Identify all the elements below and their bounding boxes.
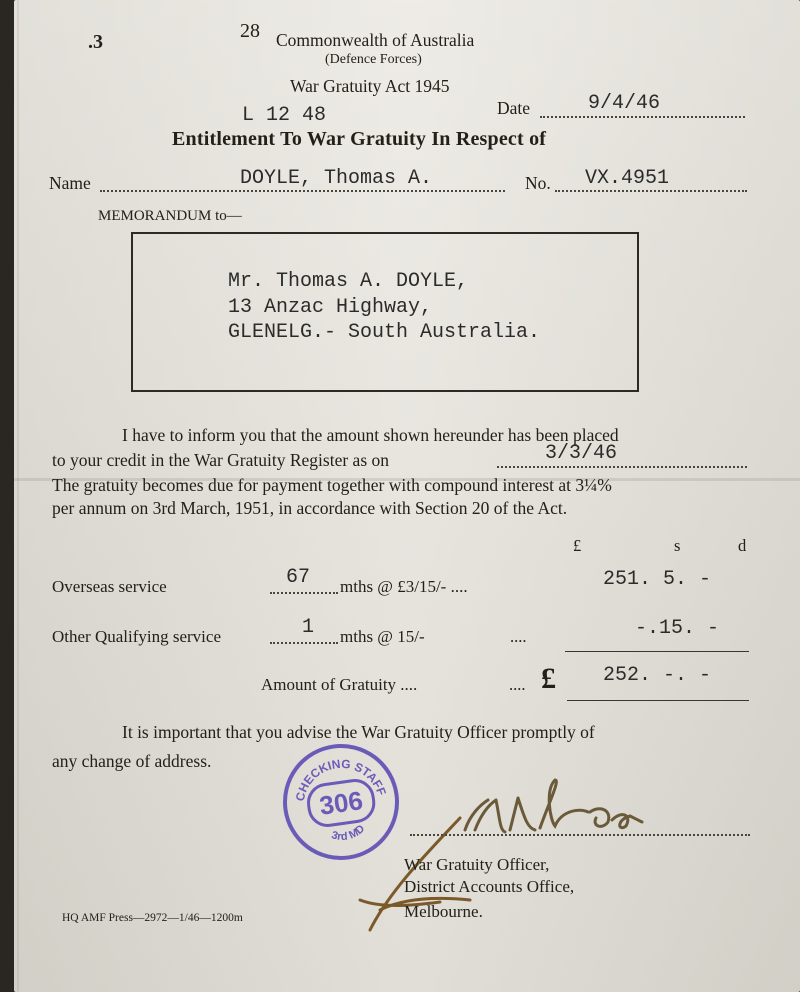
- pounds-column-header: £: [573, 536, 582, 555]
- body-line: to your credit in the War Gratuity Register as on: [52, 450, 390, 470]
- body-line: I have to inform you that the amount shown hereunder has been placed: [122, 425, 619, 445]
- officer-office: District Accounts Office,: [404, 877, 575, 896]
- other-months: 1: [302, 616, 315, 639]
- stamp-number: 306: [304, 776, 377, 829]
- other-service-label: Other Qualifying service: [52, 627, 221, 646]
- rate-dots-text: ....: [510, 627, 527, 646]
- body-line: The gratuity becomes due for payment together with compound interest at 3¼%: [52, 475, 612, 495]
- notice-line: any change of address.: [52, 751, 212, 771]
- total-amount: 252. -. -: [603, 664, 712, 687]
- corner-number: .3: [88, 31, 103, 53]
- overseas-service-label: Overseas service: [52, 577, 167, 596]
- name-label: Name: [49, 173, 91, 193]
- service-no-label: No.: [525, 173, 551, 193]
- overseas-amount: 251. 5. -: [603, 568, 712, 591]
- other-rate: mths @ 15/-: [340, 627, 425, 646]
- act-name: War Gratuity Act 1945: [290, 76, 450, 96]
- other-amount: -.15. -: [635, 617, 720, 640]
- stamp-bottom-text: 3rd MD: [330, 822, 368, 844]
- address-line: GLENELG.- South Australia.: [228, 321, 541, 344]
- date-label: Date: [497, 98, 531, 118]
- months-dots: [270, 592, 338, 594]
- total-dots: ....: [509, 675, 526, 694]
- credit-date-value: 3/3/46: [545, 442, 618, 465]
- overseas-rate: mths @ £3/15/- ....: [340, 577, 468, 596]
- officer-title: War Gratuity Officer,: [404, 855, 550, 874]
- name-value: DOYLE, Thomas A.: [240, 167, 433, 190]
- notice-line: It is important that you advise the War Gratuity Officer promptly of: [122, 722, 595, 742]
- date-dots: [540, 116, 745, 118]
- org-sub: (Defence Forces): [325, 52, 422, 67]
- fold-crease: [17, 0, 19, 992]
- document-title: Entitlement To War Gratuity In Respect of: [172, 128, 547, 150]
- stamp-top-text: CHECKING STAFF: [292, 756, 389, 803]
- prefix-number: 28: [240, 20, 260, 42]
- service-no-dots: [555, 190, 747, 192]
- service-no-value: VX.4951: [585, 167, 670, 190]
- address-line: 13 Anzac Highway,: [228, 296, 433, 319]
- memo-label: MEMORANDUM to—: [98, 208, 242, 224]
- shillings-column-header: s: [674, 536, 681, 555]
- overseas-months: 67: [286, 566, 311, 589]
- officer-location: Melbourne.: [404, 902, 483, 921]
- subtotal-rule: [565, 651, 749, 652]
- months-dots: [270, 642, 338, 644]
- reference-number: L 12 48: [242, 104, 327, 127]
- date-value: 9/4/46: [588, 92, 661, 115]
- signature: [350, 760, 650, 940]
- org-name: Commonwealth of Australia: [276, 30, 475, 50]
- credit-date-dots: [497, 466, 747, 468]
- total-rule: [567, 700, 749, 701]
- total-label: Amount of Gratuity ....: [261, 675, 418, 694]
- print-code: HQ AMF Press—2972—1/46—1200m: [62, 912, 243, 924]
- body-line: per annum on 3rd March, 1951, in accordance with Section 20 of the Act.: [52, 498, 568, 518]
- total-currency: £: [541, 662, 556, 695]
- name-dots: [100, 190, 505, 192]
- pence-column-header: d: [738, 536, 747, 555]
- signature-dots: [410, 834, 750, 836]
- address-line: Mr. Thomas A. DOYLE,: [228, 270, 469, 293]
